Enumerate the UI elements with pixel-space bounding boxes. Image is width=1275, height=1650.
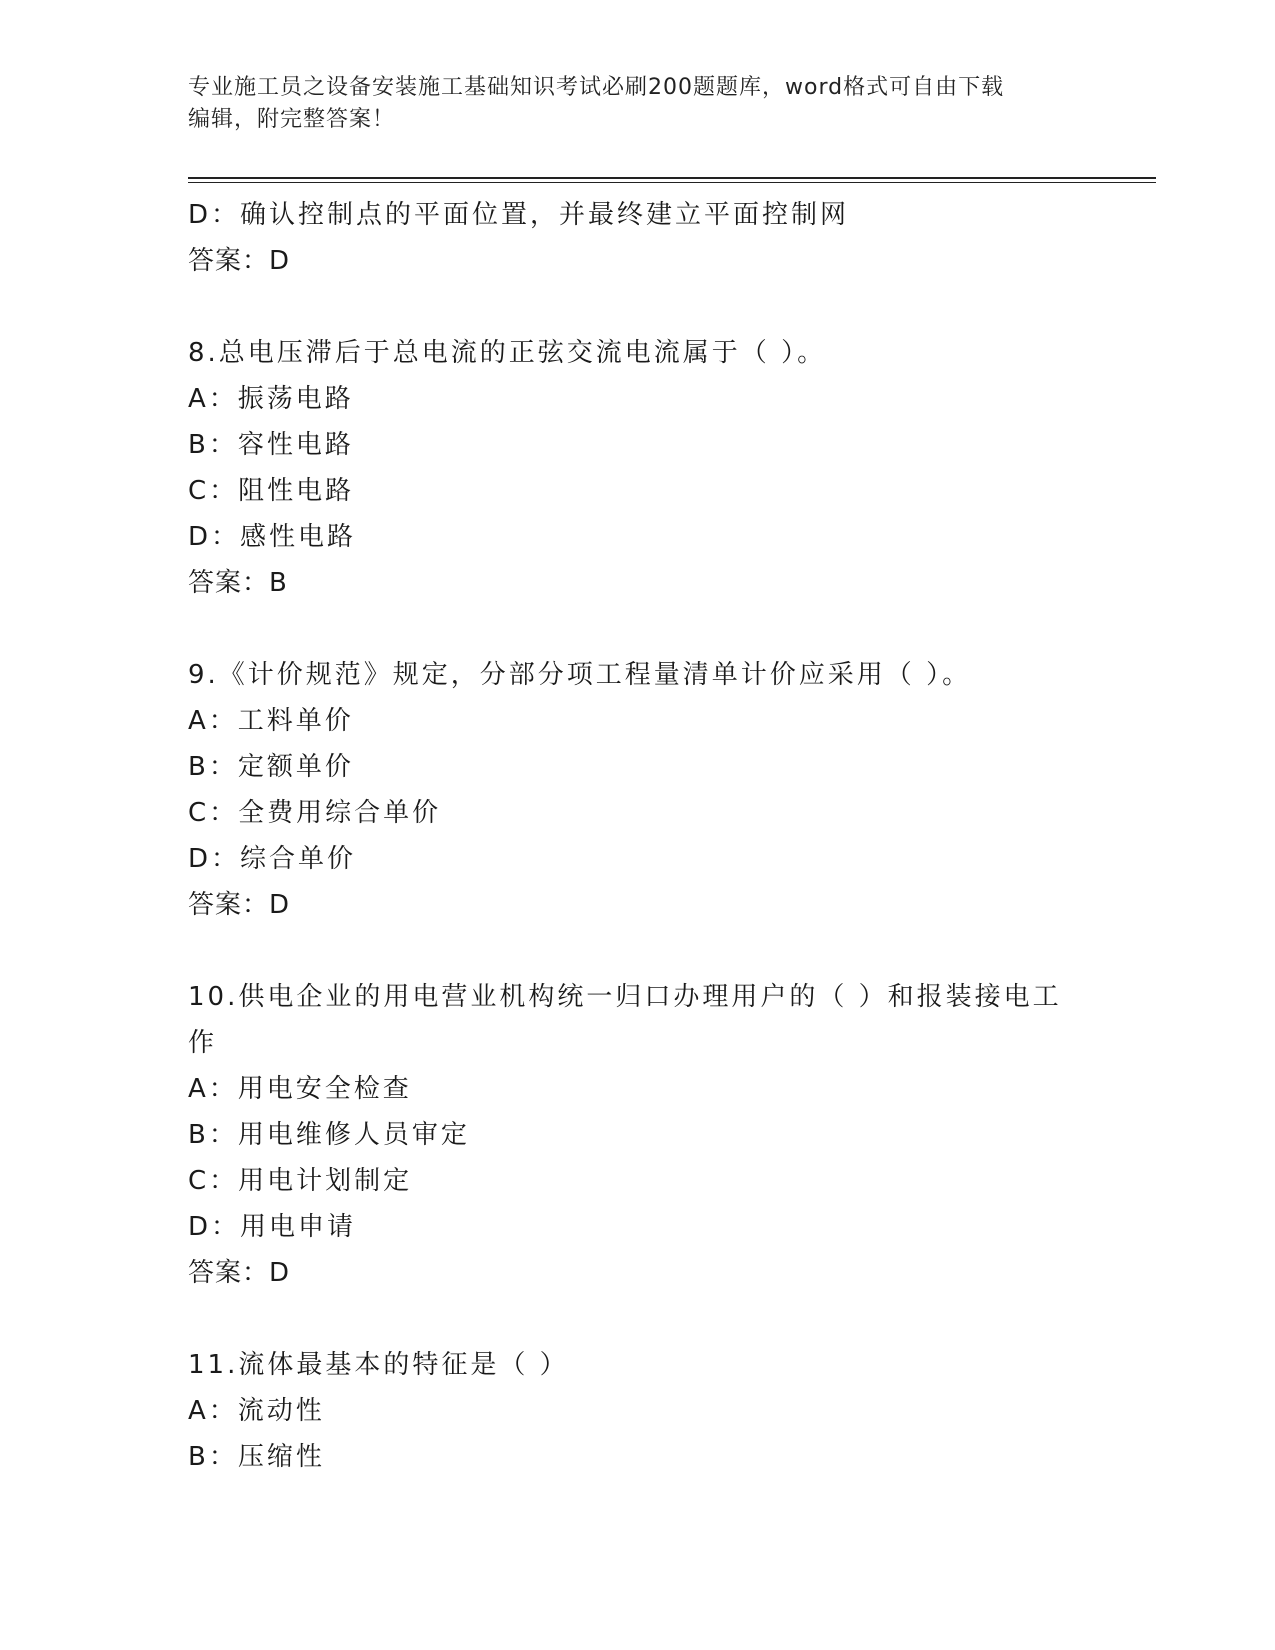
spacer <box>188 284 1088 330</box>
question-11 <box>188 1342 1088 1480</box>
option-a: A：流动性 <box>188 1396 325 1426</box>
question-stem-line-2: 作 <box>188 1028 218 1058</box>
option-a: A：用电安全检查 <box>188 1074 412 1104</box>
option-c: C：全费用综合单价 <box>188 798 442 828</box>
option-a: A：工料单价 <box>188 706 354 736</box>
option-a: A：振荡电路 <box>188 384 354 414</box>
option-b: B：容性电路 <box>188 430 354 460</box>
spacer <box>188 1296 1088 1342</box>
answer-line: 答案：D <box>188 890 291 920</box>
question-list <box>188 192 1088 1480</box>
question-9 <box>188 652 1088 928</box>
spacer <box>188 606 1088 652</box>
header-line-2: 编辑，附完整答案！ <box>188 107 396 132</box>
header-divider-thick <box>188 177 1156 179</box>
question-8 <box>188 330 1088 606</box>
question-7-tail <box>188 192 1088 284</box>
answer-line: 答案：D <box>188 1258 291 1288</box>
option-c: C：用电计划制定 <box>188 1166 413 1196</box>
document-header <box>188 72 1068 136</box>
question-stem: 11.流体最基本的特征是（ ） <box>188 1350 569 1380</box>
question-stem: 9.《计价规范》规定，分部分项工程量清单计价应采用（ ）。 <box>188 660 972 690</box>
option-d: D：综合单价 <box>188 844 357 874</box>
question-10 <box>188 974 1088 1296</box>
question-stem: 8.总电压滞后于总电流的正弦交流电流属于（ ）。 <box>188 338 827 368</box>
spacer <box>188 928 1088 974</box>
answer-line: 答案：B <box>188 568 288 598</box>
option-c: C：阻性电路 <box>188 476 355 506</box>
question-stem-line-1: 10.供电企业的用电营业机构统一归口办理用户的（ ）和报装接电工 <box>188 982 1062 1012</box>
option-b: B：定额单价 <box>188 752 354 782</box>
option-d: D：确认控制点的平面位置，并最终建立平面控制网 <box>188 200 850 230</box>
option-b: B：压缩性 <box>188 1442 325 1472</box>
option-b: B：用电维修人员审定 <box>188 1120 470 1150</box>
header-divider-thin <box>188 182 1156 183</box>
option-d: D：感性电路 <box>188 522 357 552</box>
header-line-1: 专业施工员之设备安装施工基础知识考试必刷200题题库，word格式可自由下载 <box>188 75 1005 100</box>
option-d: D：用电申请 <box>188 1212 357 1242</box>
answer-line: 答案：D <box>188 246 291 276</box>
